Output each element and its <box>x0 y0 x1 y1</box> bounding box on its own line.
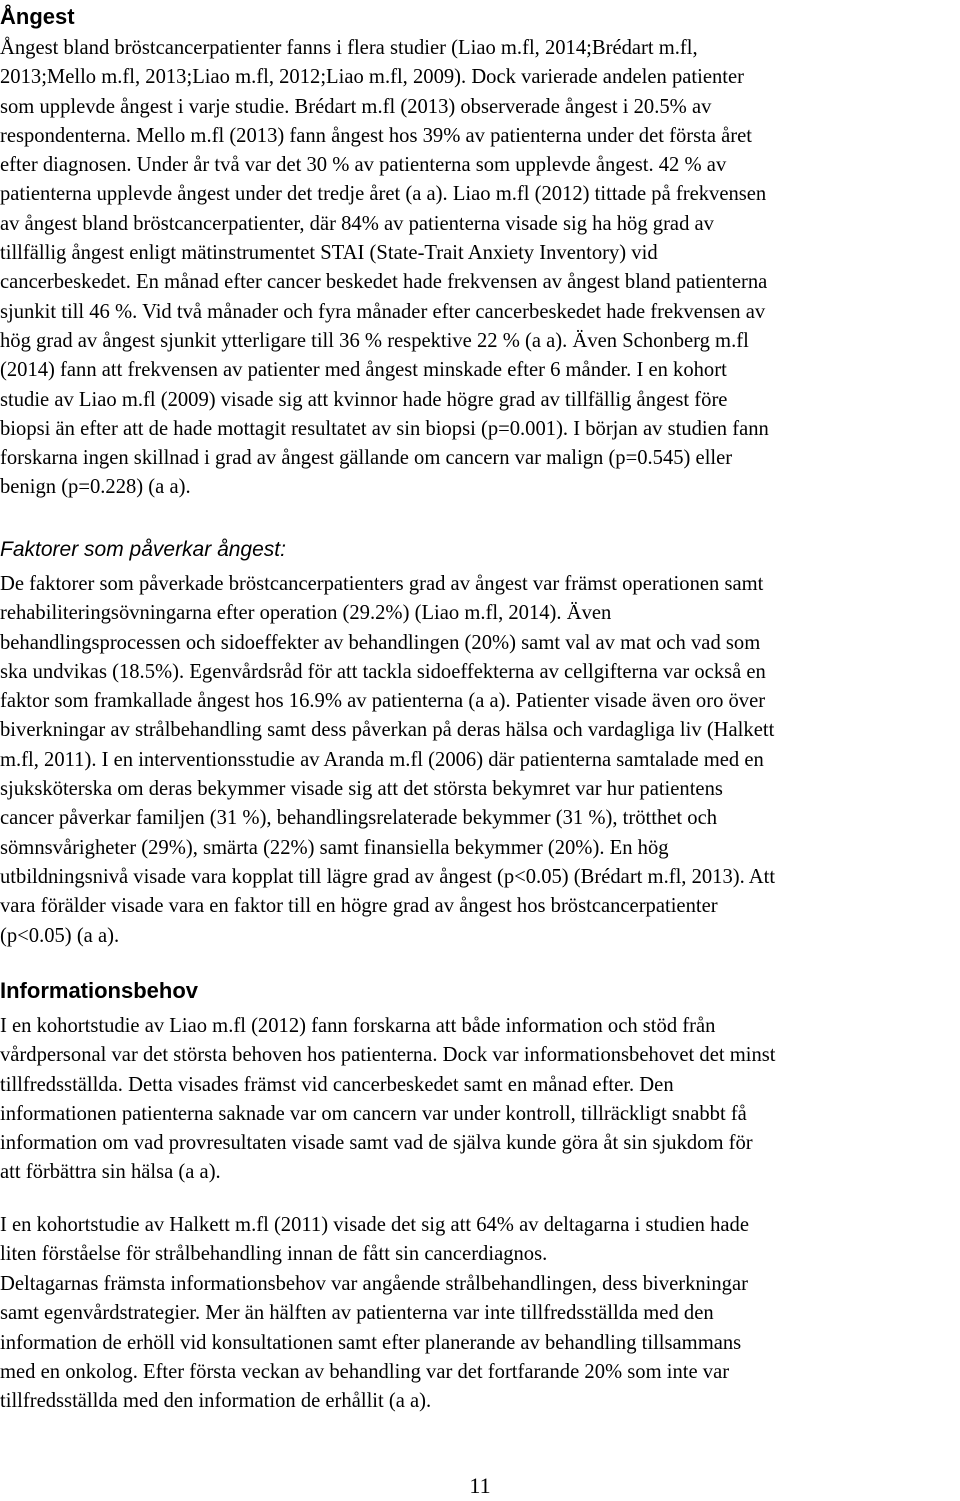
text-line: sjuksköterska om deras bekymmer visade sig att det största bekymret var hur patientens <box>0 778 723 801</box>
paragraph-informationsbehov-3 <box>0 1270 958 1416</box>
text-line: ska undvikas (18.5%). Egenvårdsråd för att tackla sidoeffekterna av cellgifterna var också en <box>0 660 766 683</box>
paragraph-angest <box>0 34 958 503</box>
text-line: studie av Liao m.fl (2009) visade sig att kvinnor hade högre grad av tillfällig ångest före <box>0 388 728 411</box>
text-line: biverkningar av strålbehandling samt dess påverkan på deras hälsa och vardagliga liv (Halkett <box>0 719 775 742</box>
text-line: 2013;Mello m.fl, 2013;Liao m.fl, 2012;Liao m.fl, 2009). Dock varierade andelen patienter <box>0 66 745 89</box>
paragraph-faktorer <box>0 570 958 951</box>
section-heading-angest: Ångest <box>0 4 75 29</box>
text-line: benign (p=0.228) (a a). <box>0 476 191 499</box>
text-line: som upplevde ångest i varje studie. Brédart m.fl (2013) observerade ångest i 20.5% av <box>0 95 712 118</box>
text-line: (p<0.05) (a a). <box>0 924 120 947</box>
text-line: I en kohortstudie av Liao m.fl (2012) fann forskarna att både information och stöd från <box>0 1015 716 1037</box>
text-line: patienterna upplevde ångest under det tredje året (a a). Liao m.fl (2012) tittade på frekvensen <box>0 183 767 206</box>
text-line: rehabiliteringsövningarna efter operation (29.2%) (Liao m.fl, 2014). Även <box>0 602 612 625</box>
text-line: forskarna ingen skillnad i grad av ångest gällande om cancern var malign (p=0.545) eller <box>0 447 733 470</box>
text-line: vara förälder visade vara en faktor till en högre grad av ångest hos bröstcancerpatienter <box>0 895 718 918</box>
text-line: informationen patienterna saknade var om cancern var under kontroll, tillräckligt snabbt få <box>0 1102 747 1125</box>
text-line: sömnsvårigheter (29%), smärta (22%) samt finansiella bekymmer (20%). En hög <box>0 836 669 859</box>
section-heading-faktorer: Faktorer som påverkar ångest: <box>0 538 286 561</box>
paragraph-informationsbehov-1 <box>0 1012 958 1188</box>
text-line: hög grad av ångest sjunkit ytterligare till 36 % respektive 22 % (a a). Även Schonberg m.fl <box>0 329 749 352</box>
text-line: behandlingsprocessen och sidoeffekter av behandlingen (20%) samt val av mat och vad som <box>0 631 761 654</box>
text-line: respondenterna. Mello m.fl (2013) fann ångest hos 39% av patienterna under det första året <box>0 124 752 147</box>
text-line: sjunkit till 46 %. Vid två månader och fyra månader efter cancerbeskedet hade frekvensen av <box>0 300 766 323</box>
page-number: 11 <box>469 1473 491 1498</box>
text-line: information de erhöll vid konsultationen samt efter planerande av behandling tillsammans <box>0 1331 742 1354</box>
text-line: cancerbeskedet. En månad efter cancer beskedet hade frekvensen av ångest bland patienterna <box>0 271 768 294</box>
text-line: information om vad provresultaten visade samt vad de själva kunde göra åt sin sjukdom för <box>0 1132 753 1155</box>
text-line: De faktorer som påverkade bröstcancerpatienters grad av ångest var främst operationen samt <box>0 573 764 595</box>
text-line: med en onkolog. Efter första veckan av behandling var det fortfarande 20% som inte var <box>0 1360 730 1383</box>
text-line: att förbättra sin hälsa (a a). <box>0 1161 221 1184</box>
text-line: samt egenvårdstrategier. Mer än hälften av patienterna var inte tillfredsställda med den <box>0 1302 714 1325</box>
text-line: (2014) fann att frekvensen av patienter med ångest minskade efter 6 månder. I en kohort <box>0 359 727 382</box>
text-line: utbildningsnivå visade vara kopplat till lägre grad av ångest (p<0.05) (Brédart m.fl, 2013). Att <box>0 865 776 888</box>
text-line: tillfredsställda. Detta visades främst vid cancerbeskedet samt en månad efter. Den <box>0 1073 674 1096</box>
text-line: biopsi än efter att de hade mottagit resultatet av sin biopsi (p=0.001). I början av studien fann <box>0 417 769 440</box>
text-line: vårdpersonal var det största behoven hos patienterna. Dock var informationsbehovet det minst <box>0 1044 776 1067</box>
section-heading-informationsbehov: Informationsbehov <box>0 978 199 1003</box>
text-line: m.fl, 2011). I en interventionsstudie av Aranda m.fl (2006) där patienterna samtalade med en <box>0 748 764 771</box>
text-line: cancer påverkar familjen (31 %), behandlingsrelaterade bekymmer (31 %), trötthet och <box>0 807 718 830</box>
paragraph-informationsbehov-2 <box>0 1211 958 1270</box>
text-line: tillfredsställda med den information de erhållit (a a). <box>0 1390 432 1413</box>
text-line: av ångest bland bröstcancerpatienter, där 84% av patienterna visade sig ha hög grad av <box>0 212 714 235</box>
text-line: tillfällig ångest enligt mätinstrumentet STAI (State-Trait Anxiety Inventory) vid <box>0 242 658 265</box>
text-line: Deltagarnas främsta informationsbehov var angående strålbehandlingen, dess biverkningar <box>0 1273 748 1295</box>
text-line: Ångest bland bröstcancerpatienter fanns i flera studier (Liao m.fl, 2014;Brédart m.fl, <box>0 37 698 59</box>
text-line: efter diagnosen. Under år två var det 30 % av patienterna som upplevde ångest. 42 % av <box>0 154 727 177</box>
text-line: faktor som framkallade ångest hos 16.9% av patienterna (a a). Patienter visade även oro över <box>0 690 766 713</box>
text-line: liten förståelse för strålbehandling innan de fått sin cancerdiagnos. <box>0 1243 548 1266</box>
text-line: I en kohortstudie av Halkett m.fl (2011) visade det sig att 64% av deltagarna i studien hade <box>0 1214 749 1236</box>
